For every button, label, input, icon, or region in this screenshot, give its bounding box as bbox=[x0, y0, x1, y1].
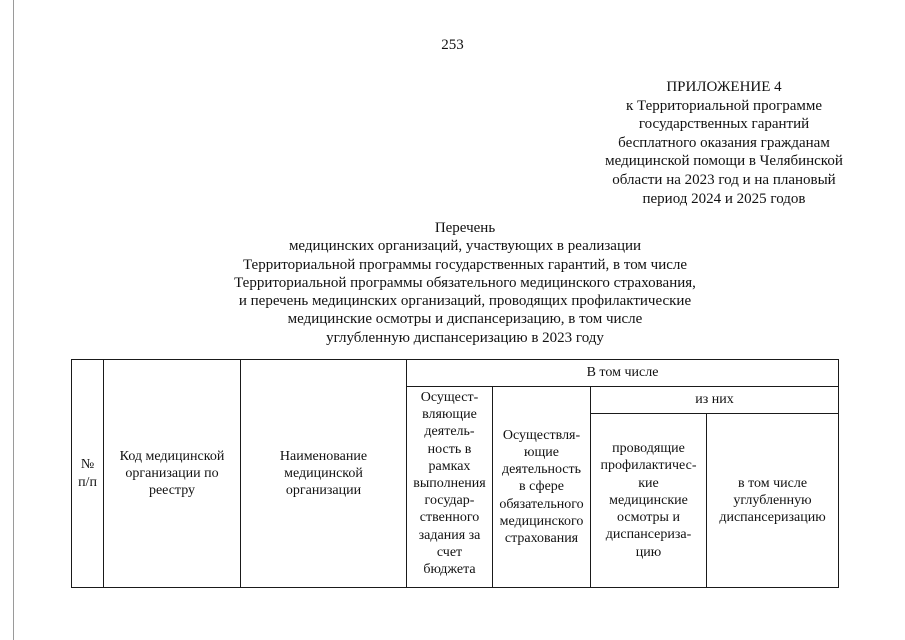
header-prophylactic-line: кие bbox=[638, 475, 659, 491]
header-state-assignment bbox=[407, 387, 493, 588]
header-prophylactic-line: осмотры и bbox=[617, 510, 680, 526]
header-prophylactic bbox=[591, 414, 707, 588]
header-prophylactic-line: профилактичес- bbox=[600, 458, 697, 474]
header-code-line: Код медицинской bbox=[119, 448, 225, 464]
header-name bbox=[241, 360, 407, 588]
appendix-header bbox=[598, 78, 850, 208]
header-including: В том числе bbox=[407, 360, 839, 387]
title-line: медицинских организаций, участвующих в реализации bbox=[288, 238, 642, 255]
header-number bbox=[72, 360, 104, 588]
header-oms-line: Осуществля- bbox=[502, 427, 581, 443]
header-oms bbox=[493, 387, 591, 588]
header-oms-line: обязательного bbox=[499, 496, 584, 512]
header-state-assignment-line: ность в bbox=[427, 441, 472, 457]
title-line: и перечень медицинских организаций, проводящих профилактические bbox=[238, 293, 692, 310]
header-oms-line: ющие bbox=[524, 444, 559, 460]
appendix-line: ПРИЛОЖЕНИЕ 4 bbox=[666, 79, 782, 95]
appendix-line: области на 2023 год и на плановый bbox=[612, 171, 836, 188]
header-state-assignment-line: рамках bbox=[428, 458, 471, 474]
header-in-depth-line: диспансеризацию bbox=[719, 510, 826, 526]
appendix-line: к Территориальной программе bbox=[625, 97, 823, 114]
header-state-assignment-line: ственного bbox=[419, 510, 480, 526]
appendix-line: бесплатного оказания гражданам bbox=[618, 134, 830, 151]
appendix-line: медицинской помощи в Челябинской bbox=[605, 153, 843, 170]
header-oms-line: деятельность bbox=[501, 462, 582, 478]
header-number-line: п/п bbox=[78, 474, 97, 490]
header-prophylactic-line: медицинские bbox=[609, 492, 688, 508]
organizations-table bbox=[71, 359, 839, 588]
header-oms-line: в сфере bbox=[519, 479, 564, 495]
header-name-line: организации bbox=[285, 483, 362, 499]
header-name-line: Наименование bbox=[279, 448, 368, 464]
title-line: Территориальной программы государственных гарантий, в том числе bbox=[242, 256, 688, 273]
page-number: 253 bbox=[441, 37, 464, 53]
header-code-line: организации по bbox=[125, 465, 219, 481]
header-code-line: реестру bbox=[148, 483, 196, 499]
header-in-depth bbox=[707, 414, 839, 588]
title-line: углубленную диспансеризацию в 2023 году bbox=[326, 329, 604, 346]
header-prophylactic-line: проводящие bbox=[612, 441, 685, 457]
header-state-assignment-line: выполнения bbox=[413, 476, 486, 492]
header-of-them: из них bbox=[591, 387, 839, 414]
title-line: Перечень bbox=[434, 220, 496, 236]
header-name-line: медицинской bbox=[284, 465, 363, 481]
header-in-depth-line: в том числе bbox=[737, 475, 808, 491]
header-state-assignment-line: счет bbox=[436, 544, 463, 560]
header-state-assignment-line: государ- bbox=[424, 493, 475, 509]
header-state-assignment-line: Осущест- bbox=[420, 390, 479, 405]
title-line: медицинские осмотры и диспансеризацию, в том числе bbox=[287, 311, 643, 328]
header-state-assignment-line: вляющие bbox=[422, 407, 477, 423]
appendix-line: государственных гарантий bbox=[638, 116, 810, 133]
header-state-assignment-line: деятель- bbox=[424, 424, 475, 440]
header-state-assignment-line: задания за bbox=[418, 527, 481, 543]
header-prophylactic-line: диспансериза- bbox=[605, 527, 692, 543]
appendix-line: период 2024 и 2025 годов bbox=[642, 190, 806, 207]
header-oms-line: страхования bbox=[504, 531, 579, 546]
header-prophylactic-line: цию bbox=[635, 544, 662, 560]
title-line: Территориальной программы обязательного медицинского страхования, bbox=[234, 274, 696, 291]
header-number-line: № bbox=[80, 457, 95, 473]
header-in-depth-line: углубленную bbox=[733, 492, 812, 508]
header-oms-line: медицинского bbox=[499, 513, 584, 529]
header-state-assignment-line: бюджета bbox=[423, 562, 476, 578]
header-code bbox=[104, 360, 241, 588]
page-left-edge-line bbox=[13, 0, 14, 640]
header-row-1 bbox=[72, 360, 839, 387]
document-title bbox=[160, 219, 770, 347]
